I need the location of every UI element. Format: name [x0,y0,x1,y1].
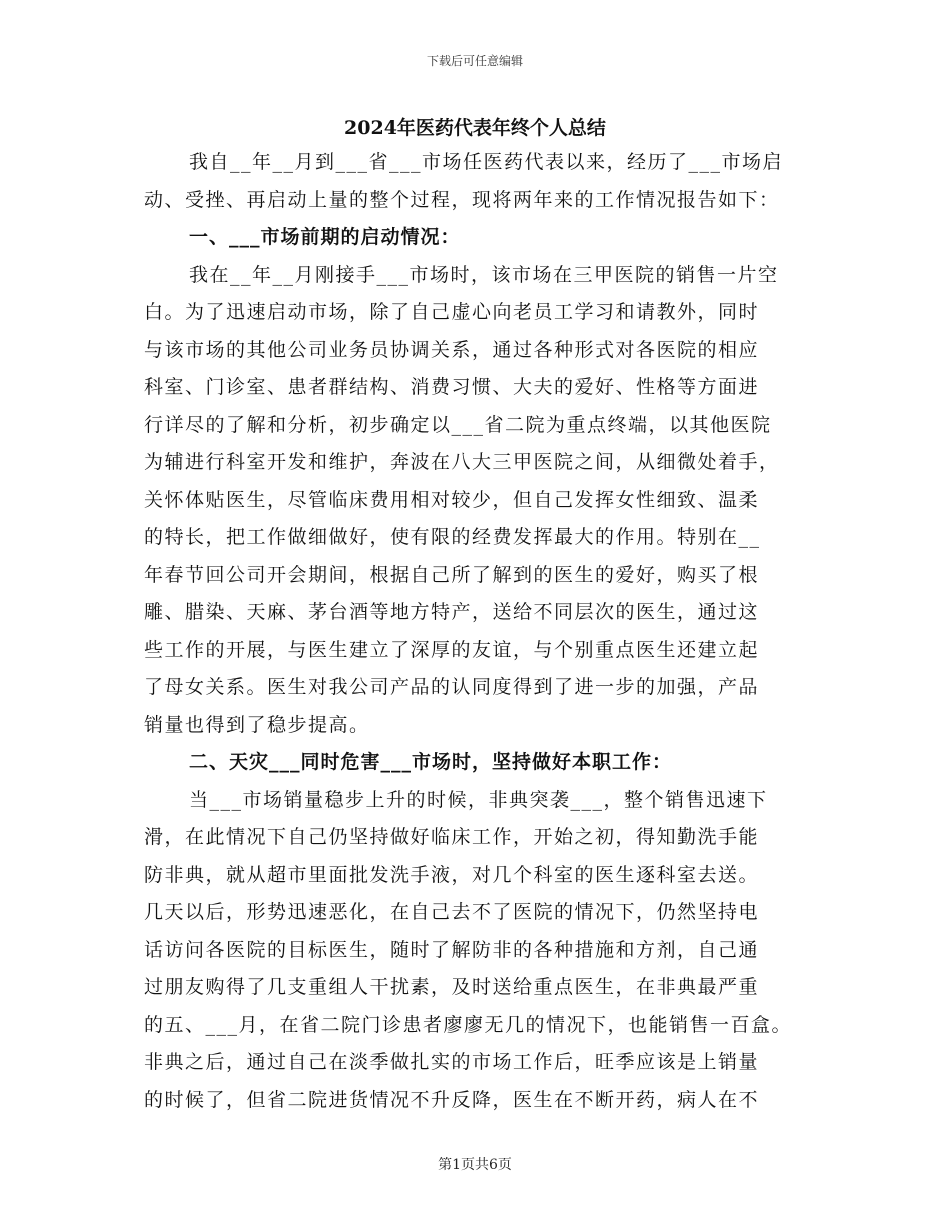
page-header-note: 下载后可任意编辑 [426,54,523,68]
body-text-line: 滑，在此情况下自己仍坚持做好临床工作，开始之初，得知勤洗手能 [144,826,760,848]
body-text-line: 的时候了，但省二院进货情况不升反降，医生在不断开药，病人在不 [144,1088,760,1111]
page-number: 第1页共6页 [438,1157,512,1173]
document-body [144,144,819,1119]
body-text-line: 非典之后，通过自己在淡季做扎实的市场工作后，旺季应该是上销量 [144,1051,760,1073]
body-text-line: 我在__年__月刚接手___市场时，该市场在三甲医院的销售一片空 [189,263,779,286]
body-text-line: 白。为了迅速启动市场，除了自己虚心向老员工学习和请教外，同时 [144,301,760,323]
body-text-line: 科室、门诊室、患者群结构、消费习惯、大夫的爱好、性格等方面进 [144,376,760,398]
body-text-line: 动、受挫、再启动上量的整个过程，现将两年来的工作情况报告如下： [144,188,780,211]
section-heading: 一、___市场前期的启动情况： [189,226,461,248]
body-text-line: 话访问各医院的目标医生，随时了解防非的各种措施和方剂，自己通 [144,938,760,961]
body-text-line: 关怀体贴医生，尽管临床费用相对较少，但自己发挥女性细致、温柔 [144,488,760,511]
body-text-line: 年春节回公司开会期间，根据自己所了解到的医生的爱好，购买了根 [144,563,760,586]
body-text-line: 的特长，把工作做细做好，使有限的经费发挥最大的作用。特别在__ [144,526,761,548]
body-text-line: 销量也得到了稳步提高。 [144,713,370,736]
section-heading: 二、天灾___同时危害___市场时，坚持做好本职工作： [189,751,673,773]
body-text-line: 几天以后，形势迅速恶化，在自己去不了医院的情况下，仍然坚持电 [144,901,760,923]
body-text-line: 过朋友购得了几支重组人干扰素，及时送给重点医生，在非典最严重 [144,976,760,998]
document-title: 2024年医药代表年终个人总结 [344,117,606,139]
body-text-line: 当___市场销量稳步上升的时候，非典突袭___，整个销售迅速下 [189,788,768,811]
body-text-line: 了母女关系。医生对我公司产品的认同度得到了进一步的加强，产品 [144,676,760,698]
body-text-line: 的五、___月，在省二院门诊患者廖廖无几的情况下，也能销售一百盒。 [144,1013,793,1036]
body-text-line: 行详尽的了解和分析，初步确定以___省二院为重点终端，以其他医院 [144,413,772,436]
body-text-line: 与该市场的其他公司业务员协调关系，通过各种形式对各医院的相应 [144,338,760,361]
body-text-line: 雕、腊染、天麻、茅台酒等地方特产，送给不同层次的医生，通过这 [144,601,760,623]
body-text-line: 防非典，就从超市里面批发洗手液，对几个科室的医生逐科室去送。 [144,863,760,886]
body-text-line: 些工作的开展，与医生建立了深厚的友谊，与个别重点医生还建立起 [144,638,760,661]
body-text-line: 为辅进行科室开发和维护，奔波在八大三甲医院之间，从细微处着手， [144,451,780,473]
body-text-line: 我自__年__月到___省___市场任医药代表以来，经历了___市场启 [189,151,784,173]
